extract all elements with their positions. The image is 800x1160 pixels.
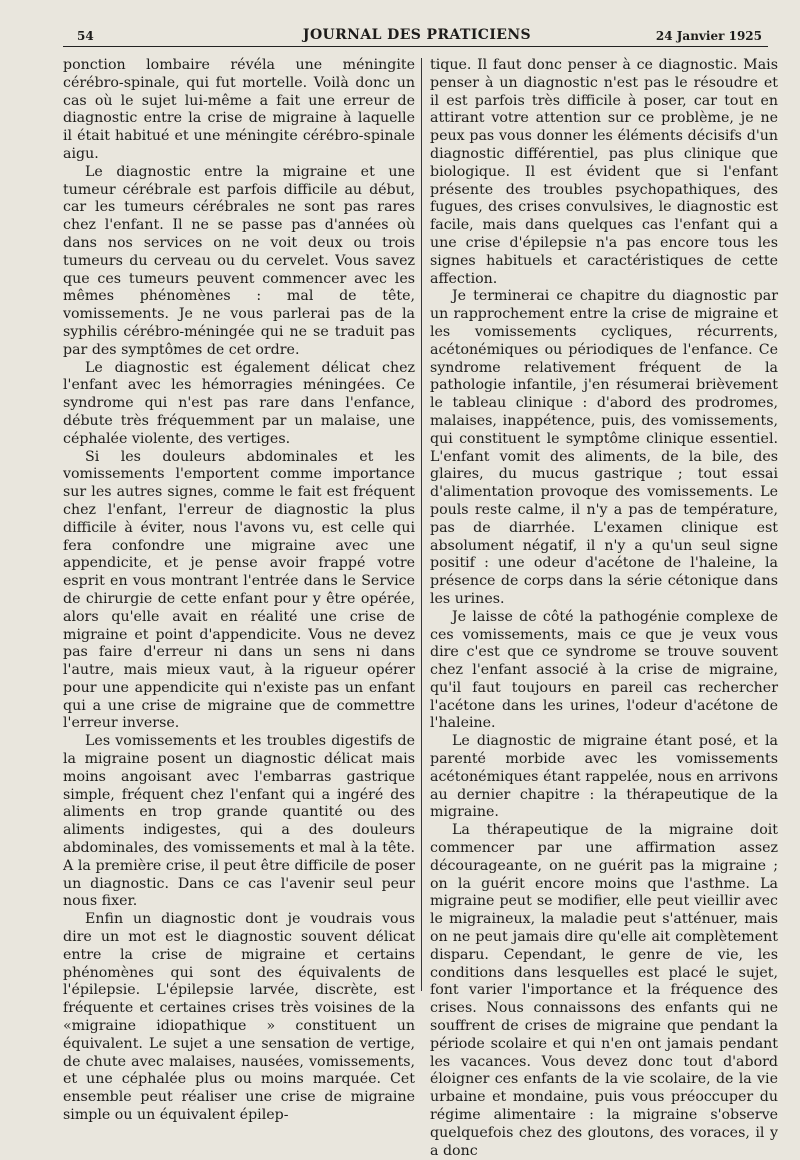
header-rule [63,46,768,47]
journal-title: JOURNAL DES PRATICIENS [302,27,532,43]
page-number: 54 [77,29,94,43]
paragraph: Le diagnostic entre la migraine et une tumeur cérébrale est parfois difficile au début, car les tumeurs cérébrales ne sont pas rares chez l'enfant. Il ne se passe pas d'années où dans nos services on ne voit deux ou trois tumeurs du cerveau ou du cervelet. Vous savez que ces tumeurs peuvent commencer avec les mêmes phénomènes : mal de tête, vomissements. Je ne vous parlerai pas de la syphilis cérébro-méningée qui ne se traduit pas par des symptômes de cet ordre. [63,163,415,358]
paragraph: ponction lombaire révéla une méningite cérébro-spinale, qui fut mortelle. Voilà donc un cas où le sujet lui-même a fait une erreur de diagnostic entre la crise de migraine à laquelle il était habitué et une méningite cérébro-spinale aigu. [63,57,415,162]
paragraph: Je laisse de côté la pathogénie complexe de ces vomissements, mais ce que je veux vous dire c'est que ce syndrome se trouve souvent chez l'enfant associé à la crise de migraine, qu'il faut toujours en pareil cas rechercher l'acétone dans les urines, l'odeur d'acétone de l'haleine. [430,608,778,732]
paragraph: Enfin un diagnostic dont je voudrais vous dire un mot est le diagnostic souvent délicat entre la crise de migraine et certains phénomènes qui sont des équivalents de l'épilepsie. L'épilepsie larvée, discrète, est fréquente et certaines crises très voisines de la «migraine idiopathique » constituent un équivalent. Le sujet a une sensation de vertige, de chute avec malaises, nausées, vomissements, et une céphalée plus ou moins marquée. Cet ensemble peut réaliser une crise de migraine simple ou un équivalent épilep- [63,911,415,1124]
paragraph: Les vomissements et les troubles digestifs de la migraine posent un diagnostic délicat mais moins angoisant avec l'embarras gastrique simple, fréquent chez l'enfant qui a ingéré des aliments en trop grande quantité ou des aliments indigestes, qui a des douleurs abdominales, des vomissements et mal à la tête. A la première crise, il peut être difficile de poser un diagnostic. Dans ce cas l'avenir seul peur nous fixer. [63,733,415,910]
paragraph: Le diagnostic est également délicat chez l'enfant avec les hémorragies méningées. Ce syndrome qui n'est pas rare dans l'enfance, débute très fréquemment par un malaise, une céphalée violente, des vertiges. [63,359,415,447]
right-column [430,57,778,1160]
paragraph: La thérapeutique de la migraine doit commencer par une affirmation assez décourageante, on ne guérit pas la migraine ; on la guérit encore moins que l'asthme. La migraine peut se modifier, elle peut vieillir avec le migraineux, la maladie peut s'atténuer, mais on ne peut jamais dire qu'elle ait complètement disparu. Cependant, le genre de vie, les conditions dans lesquelles est placé le sujet, font varier l'importance et la fréquence des crises. Nous connaissons des enfants qui ne souffrent de crises de migraine que pendant la période scolaire et qui n'en ont jamais pendant les vacances. Vous devez donc tout d'abord éloigner ces enfants de la vie scolaire, de la vie urbaine et mondaine, puis vous préoccuper du régime alimentaire : la migraine s'observe quelquefois chez des gloutons, des voraces, il y a donc [430,822,778,1159]
paragraph: Je terminerai ce chapitre du diagnostic par un rapprochement entre la crise de migraine et les vomissements cycliques, récurrents, acétonémiques ou périodiques de l'enfance. Ce syndrome relativement fréquent de la pathologie infantile, j'en résumerai brièvement le tableau clinique : d'abord des prodromes, malaises, inappétence, puis, des vomissements, qui constituent le symptôme clinique essentiel. L'enfant vomit des aliments, de la bile, des glaires, du mucus gastrique ; tout essai d'alimentation provoque des vomissements. Le pouls reste calme, il n'y a pas de température, pas de diarrhée. L'examen clinique est absolument négatif, il n'y a qu'un seul signe positif : une odeur d'acétone de l'haleine, la présence de corps dans la série cétonique dans les urines. [430,288,778,607]
paragraph: Le diagnostic de migraine étant posé, et la parenté morbide avec les vomissements acétonémiques étant rappelée, nous en arrivons au dernier chapitre : la thérapeutique de la migraine. [430,733,778,821]
paragraph: tique. Il faut donc penser à ce diagnostic. Mais penser à un diagnostic n'est pas le résoudre et il est parfois très difficile à poser, car tout en attirant votre attention sur ce problème, je ne peux pas vous donner les éléments décisifs d'un diagnostic différentiel, pas plus clinique que biologique. Il est évident que si l'enfant présente des troubles psychopathiques, des fugues, des crises convulsives, le diagnostic est facile, mais dans quelques cas l'enfant qui a une crise d'épilepsie n'a pas encore tous les signes habituels et caractéristiques de cette affection. [430,57,778,287]
paragraph: Si les douleurs abdominales et les vomissements l'emportent comme importance sur les autres signes, comme le fait est fréquent chez l'enfant, l'erreur de diagnostic la plus difficile à éviter, nous l'avons vu, est celle qui fera confondre une migraine avec une appendicite, et je pense avoir frappé votre esprit en vous montrant l'entrée dans le Service de chirurgie de cette enfant pour y être opérée, alors qu'elle avait en réalité une crise de migraine et point d'appendicite. Vous ne devez pas faire d'erreur ni dans un sens ni dans l'autre, mais mieux vaut, à la rigueur opérer pour une appendicite qui n'existe pas un enfant qui a une crise de migraine que de commettre l'erreur inverse. [63,448,415,732]
left-column [63,57,415,1125]
page-header [70,24,764,46]
column-divider [421,58,422,991]
issue-date: 24 Janvier 1925 [655,29,762,43]
